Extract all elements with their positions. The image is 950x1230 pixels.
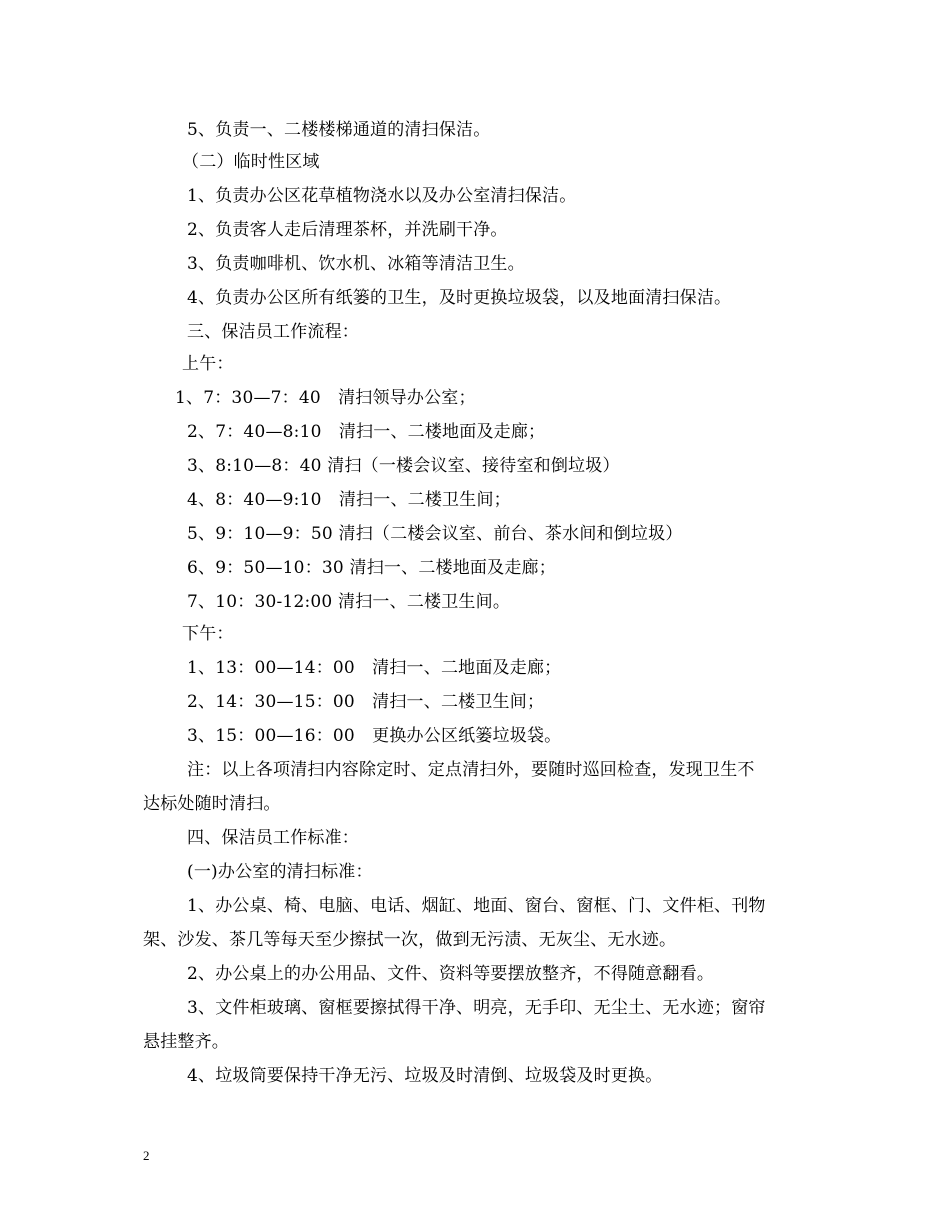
subheading: (一)办公室的清扫标准：: [187, 862, 373, 882]
text-line: 2、14：30—15：00 清扫一、二楼卫生间；: [187, 692, 545, 712]
text-line: 3、15：00—16：00 更换办公区纸篓垃圾袋。: [187, 726, 562, 746]
section-heading: 四、保洁员工作标准：: [187, 828, 359, 848]
text-line: 架、沙发、茶几等每天至少擦拭一次，做到无污渍、无灰尘、无水迹。: [143, 930, 677, 950]
text-line: 2、7：40—8:10 清扫一、二楼地面及走廊；: [187, 422, 546, 442]
text-line: 1、7：30—7：40 清扫领导办公室；: [175, 388, 476, 408]
text-line: 1、负责办公区花草植物浇水以及办公室清扫保洁。: [187, 186, 577, 206]
text-line: 3、负责咖啡机、饮水机、冰箱等清洁卫生。: [187, 254, 525, 274]
text-line: 4、8：40—9:10 清扫一、二楼卫生间；: [187, 490, 511, 510]
text-line: 5、负责一、二楼楼梯通道的清扫保洁。: [187, 120, 491, 140]
note-line: 注：以上各项清扫内容除定时、定点清扫外，要随时巡回检查，发现卫生不: [187, 760, 755, 780]
text-line: 2、负责客人走后清理茶杯，并洗刷干净。: [187, 220, 508, 240]
section-heading: （二）临时性区域: [182, 152, 320, 172]
text-line: 6、9：50—10：30 清扫一、二楼地面及走廊；: [187, 558, 556, 578]
text-line: 1、13：00—14：00 清扫一、二地面及走廊；: [187, 658, 562, 678]
subheading: 上午：: [182, 354, 234, 374]
page-number: 2: [143, 1148, 150, 1163]
section-heading: 三、保洁员工作流程：: [187, 322, 359, 342]
subheading: 下午：: [182, 624, 234, 644]
text-line: 5、9：10—9：50 清扫（二楼会议室、前台、茶水间和倒垃圾）: [187, 524, 683, 544]
text-line: 悬挂整齐。: [143, 1032, 229, 1052]
text-line: 2、办公桌上的办公用品、文件、资料等要摆放整齐，不得随意翻看。: [187, 964, 715, 984]
text-line: 3、文件柜玻璃、窗框要擦拭得干净、明亮，无手印、无尘土、无水迹；窗帘: [187, 998, 766, 1018]
text-line: 3、8:10—8：40 清扫（一楼会议室、接待室和倒垃圾）: [187, 456, 620, 476]
text-line: 4、垃圾筒要保持干净无污、垃圾及时清倒、垃圾袋及时更换。: [187, 1066, 663, 1086]
note-line: 达标处随时清扫。: [143, 794, 281, 814]
text-line: 1、办公桌、椅、电脑、电话、烟缸、地面、窗台、窗框、门、文件柜、刊物: [187, 896, 766, 916]
text-line: 7、10：30-12:00 清扫一、二楼卫生间。: [187, 592, 511, 612]
text-line: 4、负责办公区所有纸篓的卫生，及时更换垃圾袋，以及地面清扫保洁。: [187, 288, 732, 308]
